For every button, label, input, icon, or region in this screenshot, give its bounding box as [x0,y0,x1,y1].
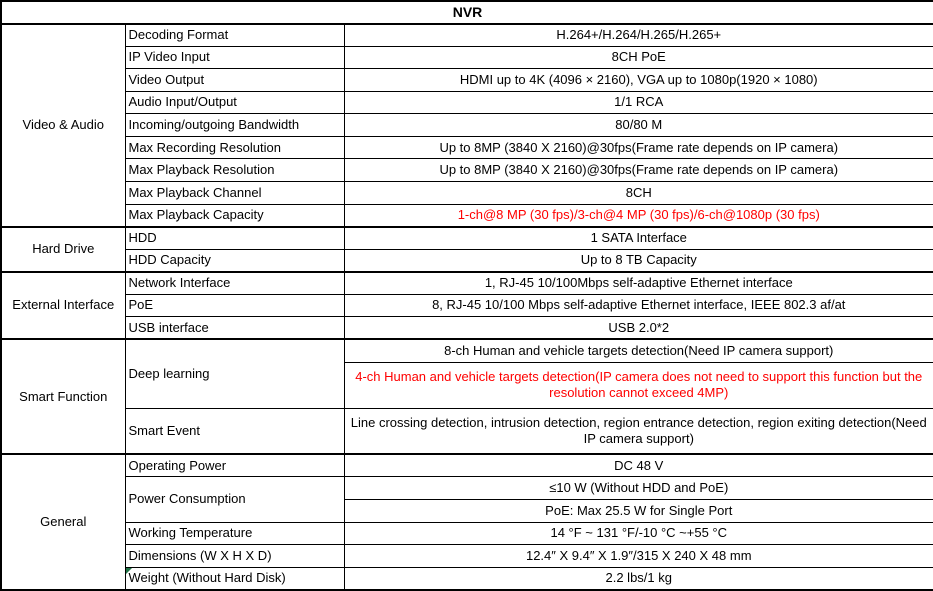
spec-name: Deep learning [125,339,344,408]
section-label-hard-drive: Hard Drive [1,227,125,272]
spec-name: Video Output [125,69,344,92]
spec-name: Smart Event [125,408,344,454]
section-label-smart-function: Smart Function [1,339,125,454]
table-row [1,136,933,159]
table-row [1,272,933,295]
spec-name: Operating Power [125,454,344,477]
spec-name [125,567,344,590]
spec-value: 14 °F ~ 131 °F/-10 °C ~+55 °C [344,522,933,545]
spec-name: Max Playback Channel [125,182,344,205]
spec-value-highlighted: 4-ch Human and vehicle targets detection(IP camera does not need to support this function but the resolution cannot exceed 4MP) [344,362,933,408]
spec-name: HDD Capacity [125,249,344,272]
spec-name: IP Video Input [125,46,344,69]
spec-name-label: Weight (Without Hard Disk) [128,570,286,586]
spec-name: Dimensions (W X H X D) [125,545,344,568]
spec-value: 80/80 M [344,114,933,137]
table-row [1,294,933,317]
table-row [1,545,933,568]
table-row [1,114,933,137]
spec-value: 1 SATA Interface [344,227,933,250]
spec-value: 1, RJ-45 10/100Mbps self-adaptive Ethernet interface [344,272,933,295]
table-row [1,227,933,250]
page-title: NVR [1,1,933,24]
table-row [1,317,933,340]
spec-name: USB interface [125,317,344,340]
table-row [1,24,933,47]
spec-name: PoE [125,294,344,317]
spec-value: Up to 8 TB Capacity [344,249,933,272]
spec-value: 12.4″ X 9.4″ X 1.9″/315 X 240 X 48 mm [344,545,933,568]
table-row [1,91,933,114]
section-label-general: General [1,454,125,590]
table-row [1,204,933,227]
spec-name: Decoding Format [125,24,344,47]
table-row [1,339,933,362]
spec-name: Max Recording Resolution [125,136,344,159]
section-label-video-audio: Video & Audio [1,24,125,227]
spec-name: Network Interface [125,272,344,295]
table-row [1,249,933,272]
spec-value: USB 2.0*2 [344,317,933,340]
spec-value: ≤10 W (Without HDD and PoE) [344,477,933,500]
table-row [1,454,933,477]
spec-name: Audio Input/Output [125,91,344,114]
spec-name: Working Temperature [125,522,344,545]
table-row [1,477,933,500]
spec-value: 1/1 RCA [344,91,933,114]
table-row [1,567,933,590]
spec-name: Power Consumption [125,477,344,522]
table-row [1,522,933,545]
spec-value: Up to 8MP (3840 X 2160)@30fps(Frame rate depends on IP camera) [344,159,933,182]
spec-value-highlighted: 1-ch@8 MP (30 fps)/3-ch@4 MP (30 fps)/6-ch@1080p (30 fps) [344,204,933,227]
table-row [1,159,933,182]
spec-value: Line crossing detection, intrusion detection, region entrance detection, region exiting detection(Need IP camera support) [344,408,933,454]
spec-value: H.264+/H.264/H.265/H.265+ [344,24,933,47]
cell-corner-marker-icon [126,568,132,574]
table-row [1,408,933,454]
spec-value: 8-ch Human and vehicle targets detection(Need IP camera support) [344,339,933,362]
table-header-row [1,1,933,24]
spec-name: Max Playback Capacity [125,204,344,227]
spec-name: Incoming/outgoing Bandwidth [125,114,344,137]
spec-name: Max Playback Resolution [125,159,344,182]
spec-value: PoE: Max 25.5 W for Single Port [344,499,933,522]
table-row [1,46,933,69]
spec-name: HDD [125,227,344,250]
section-label-external-interface: External Interface [1,272,125,340]
spec-value: Up to 8MP (3840 X 2160)@30fps(Frame rate depends on IP camera) [344,136,933,159]
spec-value: 8CH [344,182,933,205]
spec-value: 8CH PoE [344,46,933,69]
spec-value: 2.2 lbs/1 kg [344,567,933,590]
table-row [1,69,933,92]
spec-value: DC 48 V [344,454,933,477]
spec-value: HDMI up to 4K (4096 × 2160), VGA up to 1080p(1920 × 1080) [344,69,933,92]
table-row [1,182,933,205]
spec-value: 8, RJ-45 10/100 Mbps self-adaptive Ethernet interface, IEEE 802.3 af/at [344,294,933,317]
